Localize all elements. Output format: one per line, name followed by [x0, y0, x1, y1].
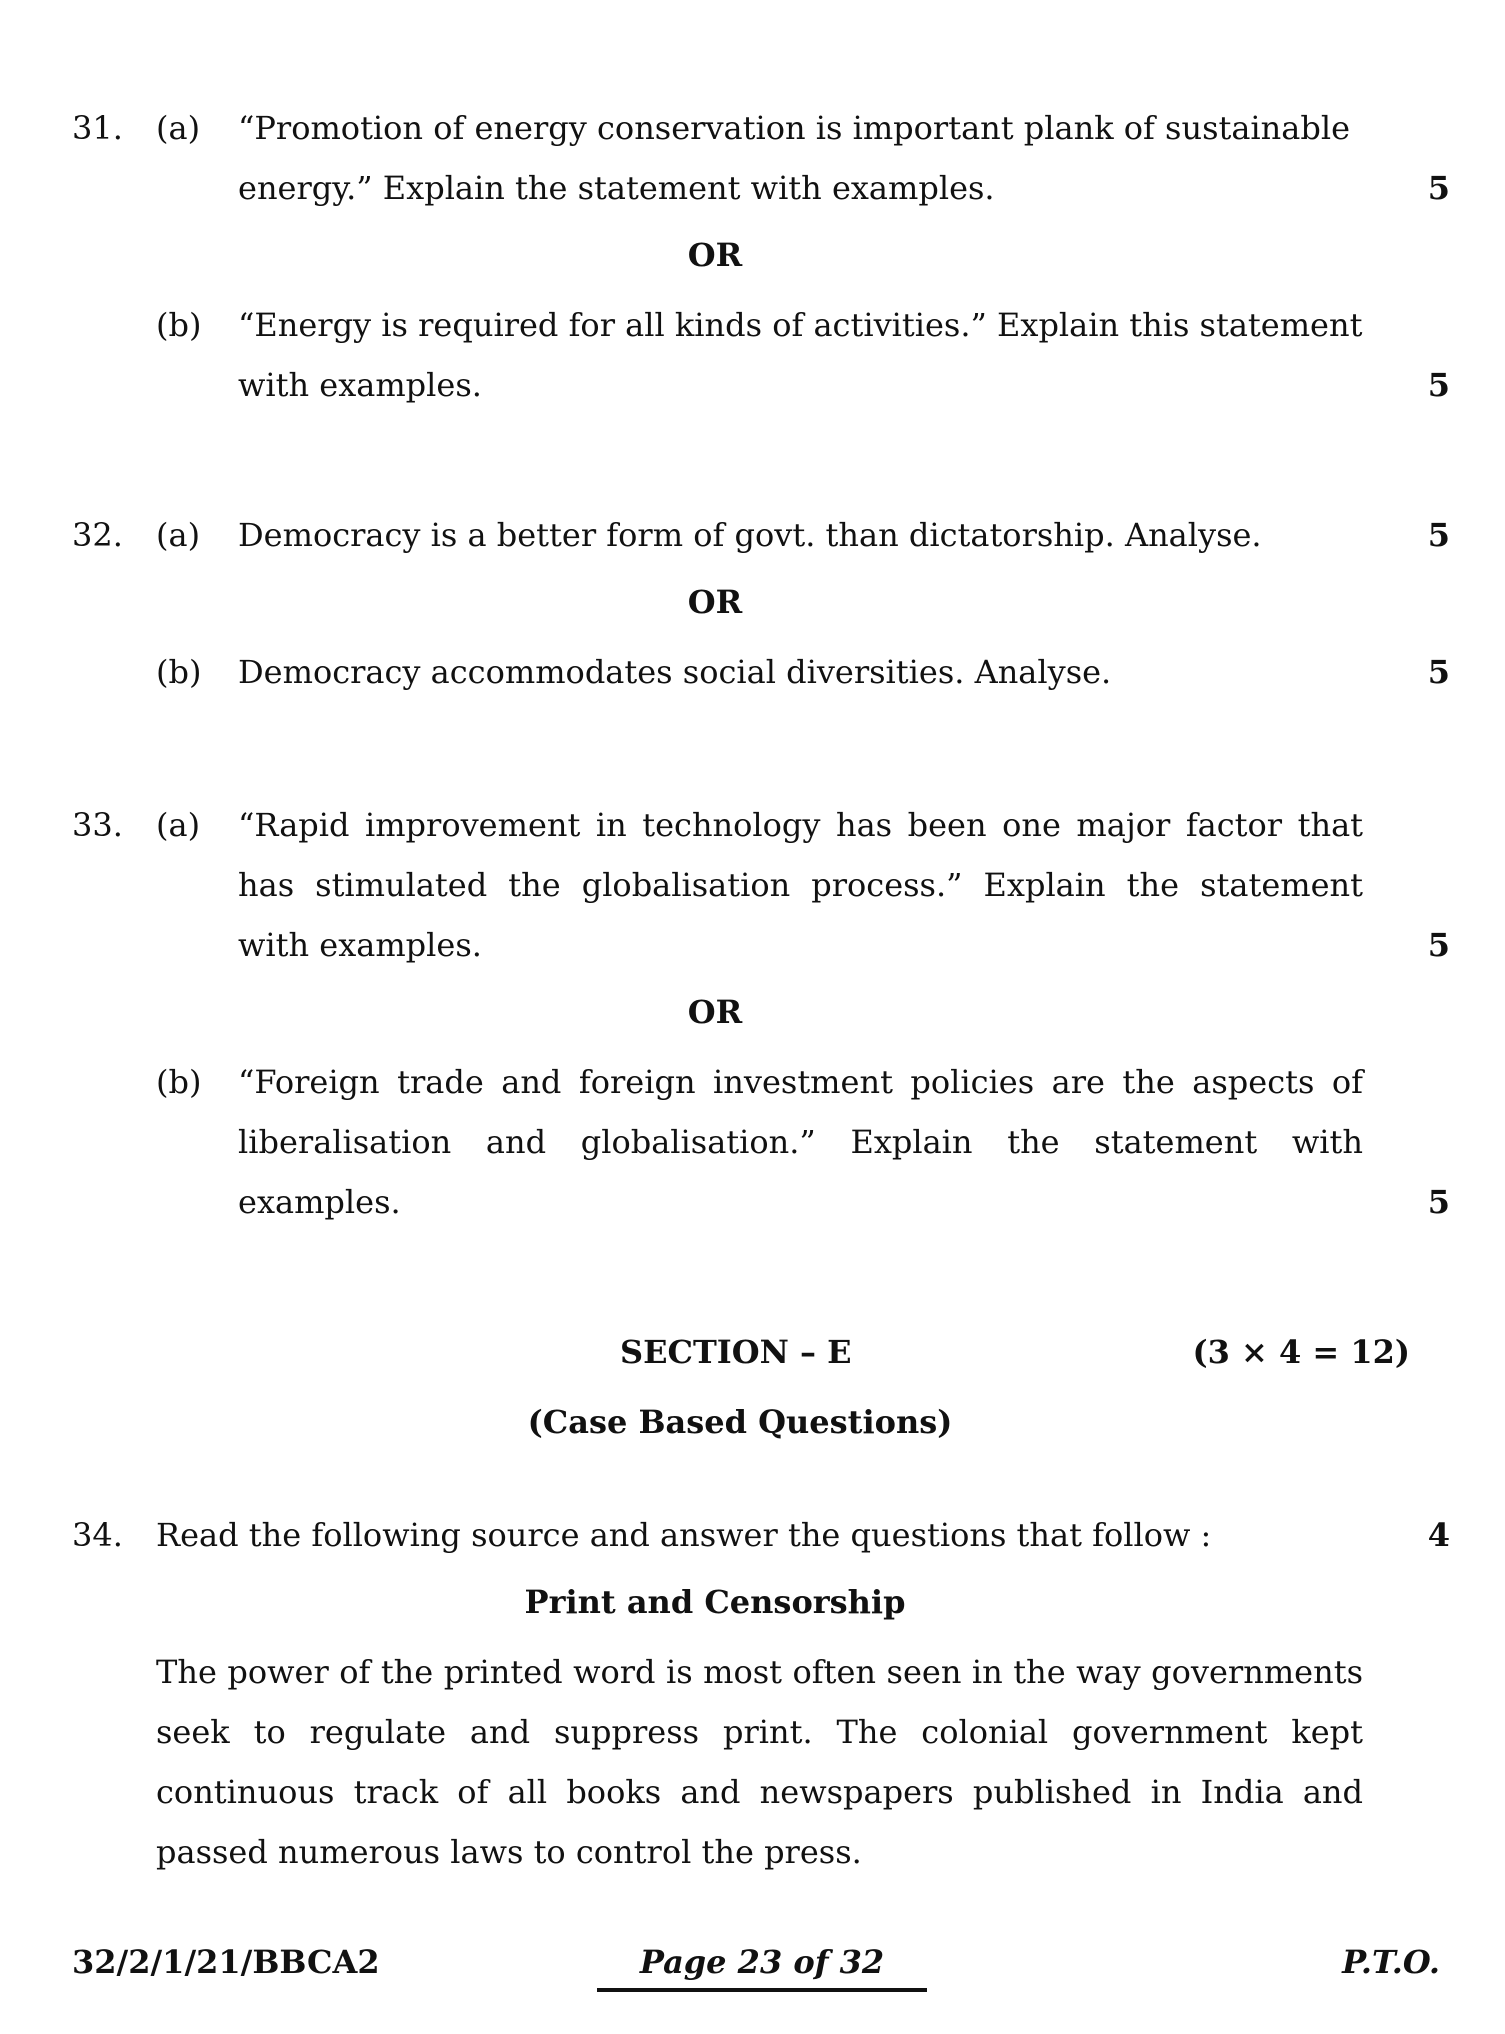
- question-text-line: “Energy is required for all kinds of activities.” Explain this statement: [238, 306, 1363, 344]
- question-number: 34.: [72, 1516, 123, 1554]
- option-label-b: (b): [156, 653, 202, 691]
- marks-value: 5: [1427, 366, 1450, 404]
- marks-value: 4: [1427, 1516, 1450, 1554]
- marks-value: 5: [1427, 516, 1450, 554]
- paper-code: 32/2/1/21/BBCA2: [72, 1943, 380, 1981]
- option-label-a: (a): [156, 109, 201, 147]
- marks-value: 5: [1427, 169, 1450, 207]
- question-text: Democracy is a better form of govt. than dictatorship. Analyse.: [238, 516, 1262, 554]
- section-subtitle: (Case Based Questions): [527, 1403, 953, 1441]
- source-text: The power of the printed word is most often seen in the way governments seek to regulate and suppress print. The colonial government kept continuous track of all books and newspapers published in India and passed numerous laws to control the press.: [156, 1653, 1363, 1871]
- option-label-b: (b): [156, 306, 202, 344]
- section-title: SECTION – E: [620, 1333, 852, 1371]
- option-label-b: (b): [156, 1063, 202, 1101]
- question-text: “Rapid improvement in technology has been one major factor that has stimulated the globalisation process.” Explain the statement with examples.: [238, 806, 1363, 964]
- question-text-line: with examples.: [238, 366, 482, 404]
- or-separator: OR: [687, 236, 743, 274]
- question-text: Democracy accommodates social diversities. Analyse.: [238, 653, 1112, 691]
- question-number: 31.: [72, 109, 123, 147]
- question-number: 33.: [72, 806, 123, 844]
- source-title: Print and Censorship: [524, 1583, 906, 1621]
- marks-value: 5: [1427, 926, 1450, 964]
- pto-label: P.T.O.: [1342, 1943, 1440, 1981]
- marks-value: 5: [1427, 1183, 1450, 1221]
- question-text: Read the following source and answer the questions that follow :: [156, 1516, 1212, 1554]
- option-label-a: (a): [156, 516, 201, 554]
- or-separator: OR: [687, 993, 743, 1031]
- question-text-line: “Promotion of energy conservation is important plank of sustainable: [238, 109, 1350, 147]
- question-text-line: energy.” Explain the statement with examples.: [238, 169, 995, 207]
- question-number: 32.: [72, 516, 123, 554]
- section-marks-formula: (3 × 4 = 12): [1192, 1333, 1410, 1371]
- option-label-a: (a): [156, 806, 201, 844]
- page-number: Page 23 of 32: [639, 1943, 885, 1981]
- page-number-underline: [597, 1988, 927, 1992]
- or-separator: OR: [687, 583, 743, 621]
- question-text: “Foreign trade and foreign investment policies are the aspects of liberalisation and globalisation.” Explain the statement with examples.: [238, 1063, 1363, 1221]
- marks-value: 5: [1427, 653, 1450, 691]
